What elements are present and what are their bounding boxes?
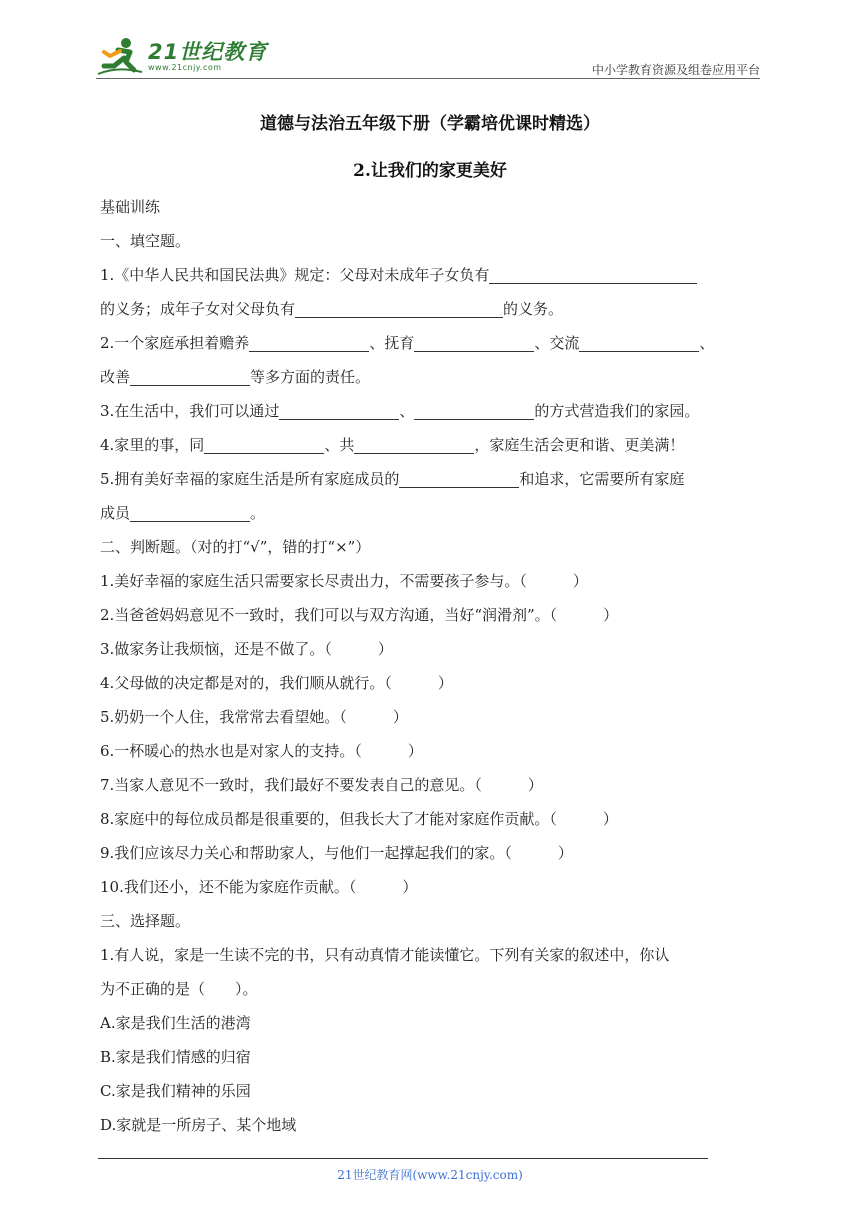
fill-heading: 一、填空题。 (100, 232, 191, 250)
answer-blank[interactable] (130, 503, 250, 522)
judge-heading: 二、判断题。（对的打“√”，错的打“×”） (100, 538, 371, 556)
answer-blank[interactable] (399, 469, 519, 488)
answer-paren[interactable]: （ ） (354, 742, 423, 760)
judge-item: 4.父母做的决定都是对的，我们顺从就行。（ ） (100, 674, 453, 692)
answer-blank[interactable] (354, 435, 474, 454)
running-man-icon (96, 36, 144, 78)
choice-option-d[interactable]: D.家就是一所房子、某个地域 (100, 1116, 297, 1134)
answer-paren[interactable]: （ ） (384, 674, 453, 692)
choice-heading: 三、选择题。 (100, 912, 191, 930)
header-divider (96, 78, 760, 79)
judge-item: 2.当爸爸妈妈意见不一致时，我们可以与双方沟通，当好“润滑剂”。（ ） (100, 606, 619, 624)
fill-q2-line2 (100, 360, 765, 394)
fill-q4 (100, 428, 765, 462)
answer-blank[interactable] (249, 333, 369, 352)
question-text: 3.在生活中，我们可以通过 (100, 402, 280, 420)
question-text: 4.家里的事，同 (100, 436, 205, 454)
fill-q5-line2 (100, 496, 765, 530)
answer-blank[interactable] (279, 401, 399, 420)
answer-blank[interactable] (204, 435, 324, 454)
question-text: 和追求，它需要所有家庭 (519, 470, 685, 488)
page-title: 道德与法治五年级下册（学霸培优课时精选） (260, 114, 600, 134)
question-text: ，家庭生活会更和谐、更美满！ (474, 436, 685, 454)
answer-paren[interactable]: （ ） (549, 810, 618, 828)
answer-paren[interactable]: （ ） (339, 708, 408, 726)
question-text: 5.拥有美好幸福的家庭生活是所有家庭成员的 (100, 470, 400, 488)
answer-paren[interactable]: （ ） (474, 776, 543, 794)
answer-paren[interactable]: （ ） (519, 572, 588, 590)
question-text: 、交流 (534, 334, 580, 352)
logo-title: 21世纪教育 (148, 40, 268, 64)
judge-item: 7.当家人意见不一致时，我们最好不要发表自己的意见。（ ） (100, 776, 543, 794)
question-text: 改善 (100, 368, 131, 386)
question-text: 。 (250, 504, 266, 522)
question-text: 成员 (100, 504, 131, 522)
judge-item: 8.家庭中的每位成员都是很重要的，但我长大了才能对家庭作贡献。（ ） (100, 810, 618, 828)
choice-option-c[interactable]: C.家是我们精神的乐园 (100, 1082, 251, 1100)
question-text: 的方式营造我们的家园。 (534, 402, 700, 420)
question-text: 、 (399, 402, 415, 420)
worksheet-content (100, 190, 765, 1142)
answer-blank[interactable] (414, 401, 534, 420)
logo-url: www.21cnjy.com (148, 63, 222, 72)
question-text: 、共 (324, 436, 355, 454)
question-text: 1.《中华人民共和国民法典》规定：父母对未成年子女负有 (100, 266, 490, 284)
question-text: 、 (699, 334, 715, 352)
fill-q5-line1 (100, 462, 765, 496)
footer-link[interactable]: 21世纪教育网(www.21cnjy.com) (337, 1168, 523, 1182)
section-label: 基础训练 (100, 198, 161, 216)
judge-item: 5.奶奶一个人住，我常常去看望她。（ ） (100, 708, 408, 726)
judge-item: 6.一杯暖心的热水也是对家人的支持。（ ） (100, 742, 423, 760)
footer-divider (98, 1158, 708, 1159)
fill-q3 (100, 394, 765, 428)
answer-paren[interactable]: （ ） (324, 640, 393, 658)
question-text: 等多方面的责任。 (250, 368, 371, 386)
choice-q1-line2: 为不正确的是（ ）。 (100, 980, 258, 998)
answer-blank[interactable] (414, 333, 534, 352)
page-header (96, 34, 760, 80)
choice-option-a[interactable]: A.家是我们生活的港湾 (100, 1014, 251, 1032)
platform-tagline: 中小学教育资源及组卷应用平台 (591, 63, 760, 77)
fill-q2-line1 (100, 326, 765, 360)
answer-blank[interactable] (295, 299, 503, 318)
answer-blank[interactable] (579, 333, 699, 352)
site-logo[interactable] (96, 34, 267, 80)
question-text: 的义务；成年子女对父母负有 (100, 300, 296, 318)
fill-q1-line2 (100, 292, 765, 326)
fill-q1-line1 (100, 258, 765, 292)
lesson-title: 2.让我们的家更美好 (353, 161, 507, 181)
question-text: 的义务。 (503, 300, 564, 318)
choice-q1-line1: 1.有人说，家是一生读不完的书，只有动真情才能读懂它。下列有关家的叙述中，你认 (100, 946, 670, 964)
answer-paren[interactable]: （ ） (504, 844, 573, 862)
answer-paren[interactable]: （ ） (549, 606, 619, 624)
judge-item: 10.我们还小，还不能为家庭作贡献。（ ） (100, 878, 418, 896)
question-text: 2.一个家庭承担着赡养 (100, 334, 250, 352)
judge-item: 9.我们应该尽力关心和帮助家人，与他们一起撑起我们的家。（ ） (100, 844, 573, 862)
choice-option-b[interactable]: B.家是我们情感的归宿 (100, 1048, 251, 1066)
answer-blank[interactable] (489, 265, 697, 284)
answer-paren[interactable]: （ ） (348, 878, 418, 896)
answer-blank[interactable] (130, 367, 250, 386)
question-text: 、抚育 (369, 334, 415, 352)
judge-item: 1.美好幸福的家庭生活只需要家长尽责出力，不需要孩子参与。（ ） (100, 572, 588, 590)
judge-item: 3.做家务让我烦恼，还是不做了。（ ） (100, 640, 393, 658)
